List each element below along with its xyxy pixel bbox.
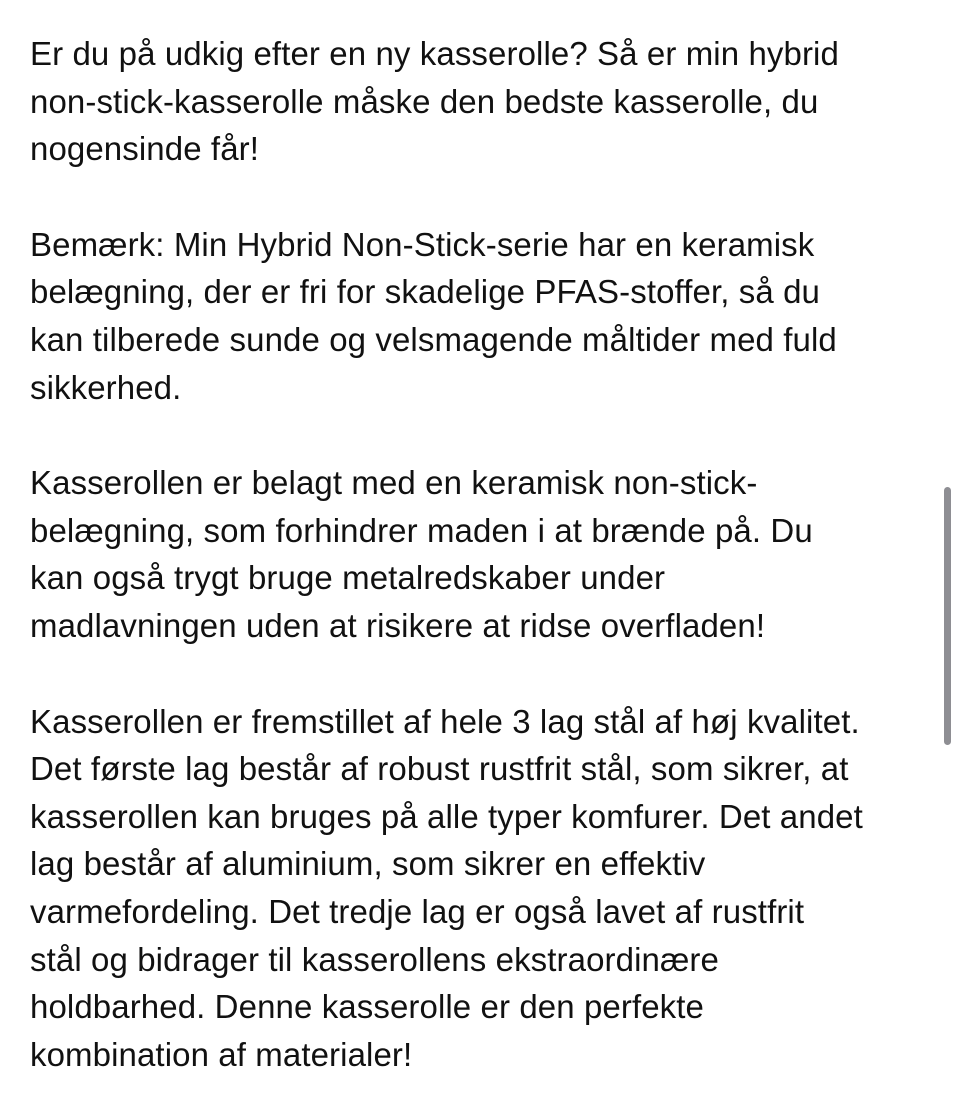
coating-paragraph: Kasserollen er belagt med en keramisk non-stick- belægning, som forhindrer maden i at brænde på. Du kan også trygt bruge metalredskaber under madlavningen uden at risikere at ridse overfladen! bbox=[30, 464, 813, 644]
note-paragraph: Bemærk: Min Hybrid Non-Stick-serie har en keramisk belægning, der er fri for skadelige PFAS-stoffer, så du kan tilberede sunde og velsmagende måltider med fuld sikkerhed. bbox=[30, 225, 837, 406]
layers-paragraph: Kasserollen er fremstillet af hele 3 lag stål af høj kvalitet. Det første lag består af robust rustfrit stål, som sikrer, at kasserollen kan bruges på alle typer komfurer. Det andet lag består af aluminium, som sikrer en effektiv varmefordeling. Det tredje lag er også lavet af rustfrit stål og bidrager til kasserollens ekstraordinære holdbarhed. Denne kasserolle er den perfekte kombination af materialer! bbox=[30, 702, 863, 1073]
vertical-scrollbar[interactable] bbox=[944, 487, 951, 745]
intro-paragraph: Er du på udkig efter en ny kasserolle? Så er min hybrid non-stick-kasserolle måske den bedste kasserolle, du nogensinde får! bbox=[30, 35, 839, 168]
article-body bbox=[30, 30, 935, 1078]
